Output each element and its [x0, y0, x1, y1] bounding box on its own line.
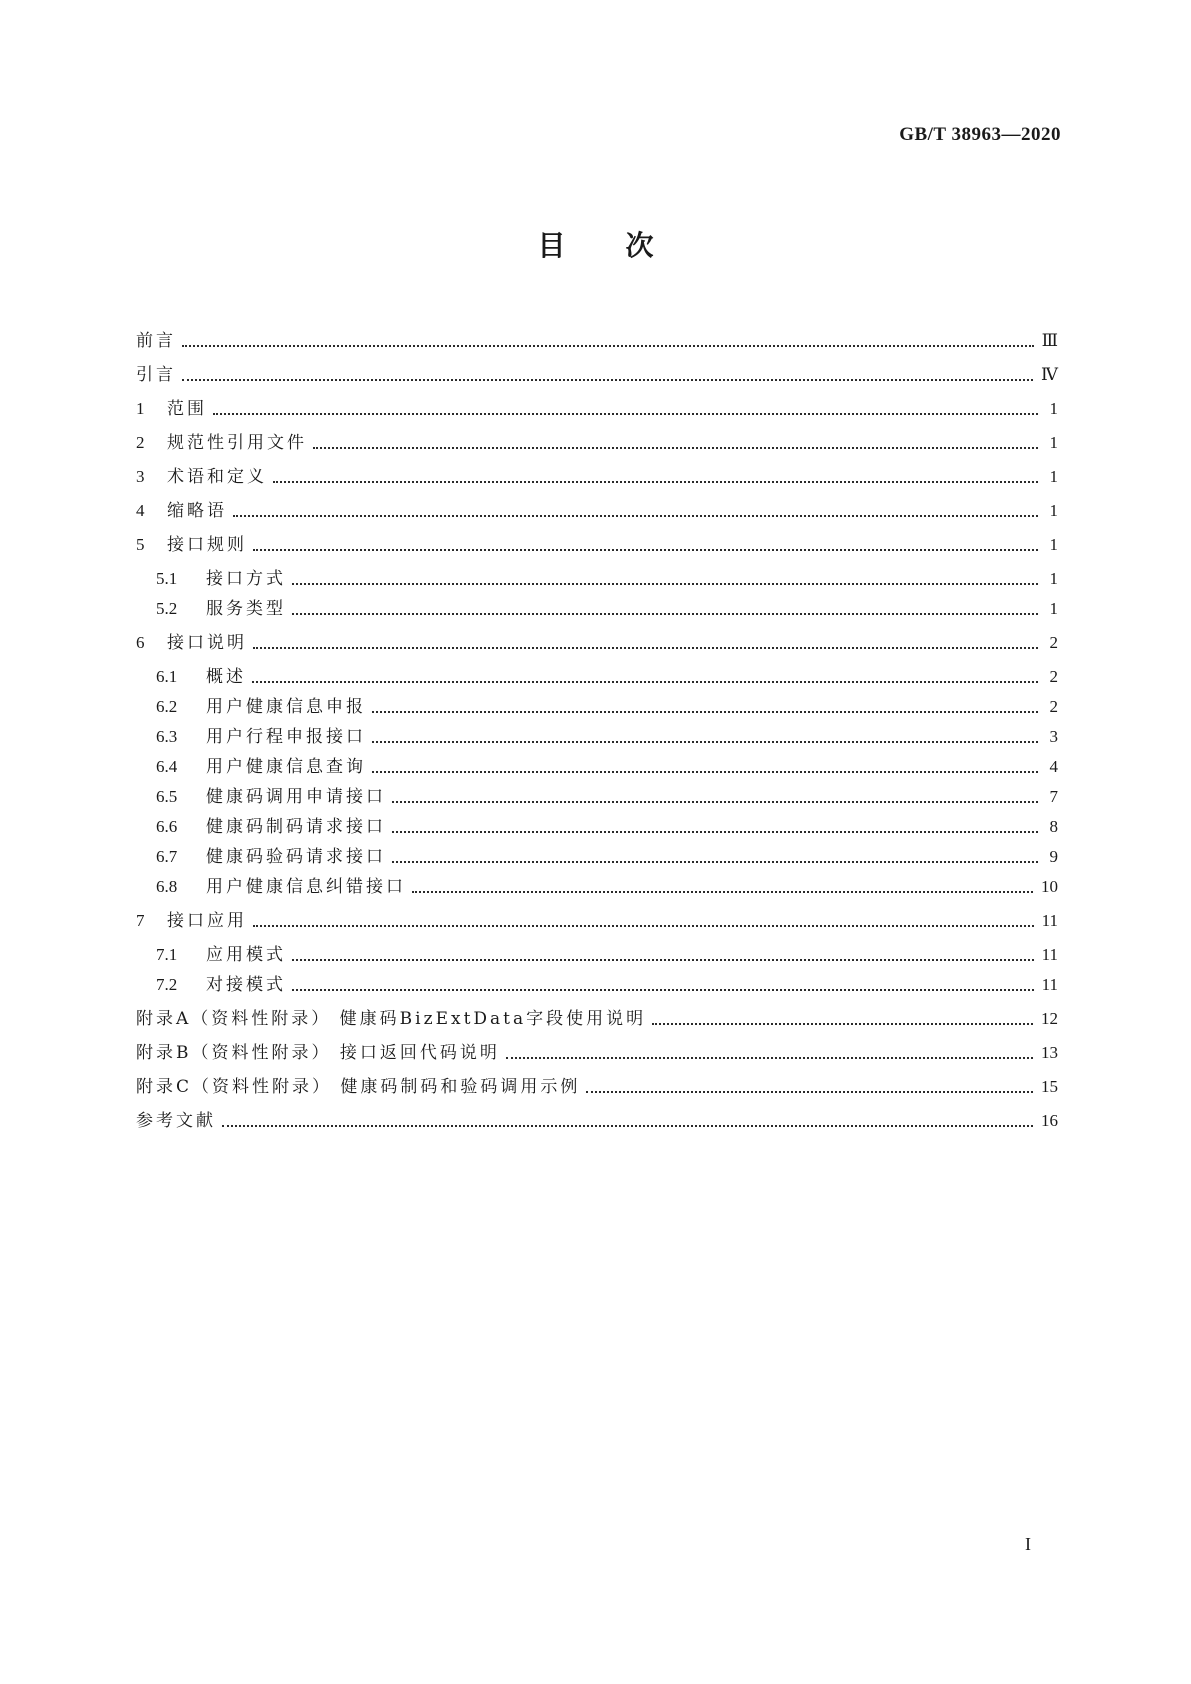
dot-leader	[253, 523, 1038, 551]
toc-entry-page: 11	[1041, 975, 1058, 994]
dot-leader	[292, 587, 1038, 615]
dot-leader	[253, 621, 1038, 649]
toc-entry-page: 16	[1041, 1111, 1058, 1130]
dot-leader	[252, 655, 1038, 683]
toc-entry-page: 1	[1049, 599, 1058, 618]
dot-leader	[292, 933, 1034, 961]
dot-leader	[372, 745, 1038, 773]
dot-leader	[506, 1031, 1033, 1059]
toc-entry-number: 7.1	[156, 945, 178, 964]
toc-entry-7-2[interactable]	[156, 972, 1058, 998]
toc-entry-number: 6.2	[156, 697, 178, 716]
toc-entry-label: 附录B（资料性附录） 接口返回代码说明	[136, 1043, 500, 1063]
toc-entry-number: 6.1	[156, 667, 178, 686]
toc-entry-label: 参考文献	[136, 1111, 216, 1131]
toc-entry-6[interactable]	[136, 630, 1058, 656]
toc-entry-label: 附录A（资料性附录） 健康码BizExtData字段使用说明	[136, 1009, 647, 1029]
toc-entry-6-8[interactable]	[156, 874, 1058, 900]
toc-entry-page: 2	[1049, 667, 1058, 686]
toc-entry-appendix-c[interactable]	[136, 1074, 1058, 1100]
toc-entry-label: 健康码调用申请接口	[206, 787, 386, 807]
toc-entry-number: 6.5	[156, 787, 178, 806]
toc-entry-appendix-a[interactable]	[136, 1006, 1058, 1032]
dot-leader	[392, 805, 1038, 833]
toc-entry-label: 健康码制码请求接口	[206, 817, 386, 837]
toc-entry-label: 服务类型	[206, 599, 286, 619]
toc-entry-1[interactable]	[136, 396, 1058, 422]
dot-leader	[253, 899, 1034, 927]
dot-leader	[412, 865, 1033, 893]
toc-entry-label: 范围	[167, 399, 207, 419]
toc-entry-number: 3	[136, 467, 145, 486]
toc-entry-appendix-b[interactable]	[136, 1040, 1058, 1066]
toc-entry-page: 1	[1049, 399, 1058, 418]
toc-entry-label: 用户健康信息查询	[206, 757, 366, 777]
dot-leader	[652, 997, 1033, 1025]
toc-entry-page: 1	[1049, 535, 1058, 554]
toc-entry-page: 2	[1049, 697, 1058, 716]
toc-entry-7[interactable]	[136, 908, 1058, 934]
toc-entry-page: 3	[1049, 727, 1058, 746]
dot-leader	[392, 835, 1038, 863]
dot-leader	[392, 775, 1038, 803]
toc-entry-number: 1	[136, 399, 145, 418]
toc-entry-page: 13	[1041, 1043, 1058, 1062]
toc-entry-label: 接口规则	[167, 535, 247, 555]
dot-leader	[222, 1099, 1033, 1127]
toc-entry-page: 1	[1049, 433, 1058, 452]
toc-entry-page: 4	[1049, 757, 1058, 776]
toc-entry-label: 接口方式	[206, 569, 286, 589]
toc-entry-number: 4	[136, 501, 145, 520]
toc-entry-label: 对接模式	[206, 975, 286, 995]
toc-entry-page: 11	[1041, 945, 1058, 964]
toc-entry-page: 9	[1049, 847, 1058, 866]
dot-leader	[233, 489, 1038, 517]
toc-entry-number: 2	[136, 433, 145, 452]
toc-entry-number: 6.6	[156, 817, 178, 836]
toc-entry-number: 6	[136, 633, 145, 652]
toc-entry-label: 用户健康信息申报	[206, 697, 366, 717]
page-title: 目次	[537, 229, 714, 262]
toc-entry-page: 1	[1049, 467, 1058, 486]
dot-leader	[372, 715, 1038, 743]
toc-entry-introduction[interactable]	[136, 362, 1058, 388]
toc-entry-page: 2	[1049, 633, 1058, 652]
toc-entry-label: 健康码验码请求接口	[206, 847, 386, 867]
toc-entry-page: 1	[1049, 569, 1058, 588]
standard-number: GB/T 38963—2020	[899, 124, 1061, 145]
toc-entry-page: 1	[1049, 501, 1058, 520]
toc-entry-label: 术语和定义	[167, 467, 267, 487]
dot-leader	[182, 319, 1034, 347]
toc-entry-5[interactable]	[136, 532, 1058, 558]
toc-entry-5-2[interactable]	[156, 596, 1058, 622]
dot-leader	[292, 963, 1034, 991]
toc-entry-label: 前言	[136, 331, 176, 351]
dot-leader	[586, 1065, 1033, 1093]
toc-entry-references[interactable]	[136, 1108, 1058, 1134]
toc-entry-number: 7	[136, 911, 145, 930]
toc-entry-page: 7	[1049, 787, 1058, 806]
toc-entry-label: 规范性引用文件	[167, 433, 307, 453]
toc-entry-number: 6.3	[156, 727, 178, 746]
toc-entry-number: 5.2	[156, 599, 178, 618]
toc-entry-number: 6.8	[156, 877, 178, 896]
toc-entry-label: 缩略语	[167, 501, 227, 521]
toc-entry-3[interactable]	[136, 464, 1058, 490]
toc-entry-label: 用户行程申报接口	[206, 727, 366, 747]
toc-entry-label: 概述	[206, 667, 246, 687]
toc-entry-label: 附录C（资料性附录） 健康码制码和验码调用示例	[136, 1077, 581, 1097]
toc-entry-number: 7.2	[156, 975, 178, 994]
toc-entry-page: 8	[1049, 817, 1058, 836]
toc-entry-number: 5	[136, 535, 145, 554]
toc-entry-page: 12	[1041, 1009, 1058, 1028]
toc-entry-label: 接口应用	[167, 911, 247, 931]
toc-entry-4[interactable]	[136, 498, 1058, 524]
toc-entry-label: 接口说明	[167, 633, 247, 653]
toc-entry-page: 15	[1041, 1077, 1058, 1096]
page-number: I	[1025, 1534, 1031, 1554]
dot-leader	[313, 421, 1038, 449]
dot-leader	[213, 387, 1038, 415]
dot-leader	[273, 455, 1038, 483]
toc-entry-page: 11	[1041, 911, 1058, 930]
dot-leader	[182, 353, 1033, 381]
dot-leader	[372, 685, 1038, 713]
toc-entry-label: 用户健康信息纠错接口	[206, 877, 406, 897]
toc-entry-number: 6.7	[156, 847, 178, 866]
toc-entry-label: 应用模式	[206, 945, 286, 965]
toc-entry-foreword[interactable]	[136, 328, 1058, 354]
dot-leader	[292, 557, 1038, 585]
toc-entry-page: Ⅳ	[1041, 365, 1058, 384]
toc-entry-number: 5.1	[156, 569, 178, 588]
toc-entry-label: 引言	[136, 365, 176, 385]
toc-entry-number: 6.4	[156, 757, 178, 776]
toc-entry-2[interactable]	[136, 430, 1058, 456]
toc-entry-page: 10	[1041, 877, 1058, 896]
toc-entry-page: Ⅲ	[1041, 331, 1058, 350]
